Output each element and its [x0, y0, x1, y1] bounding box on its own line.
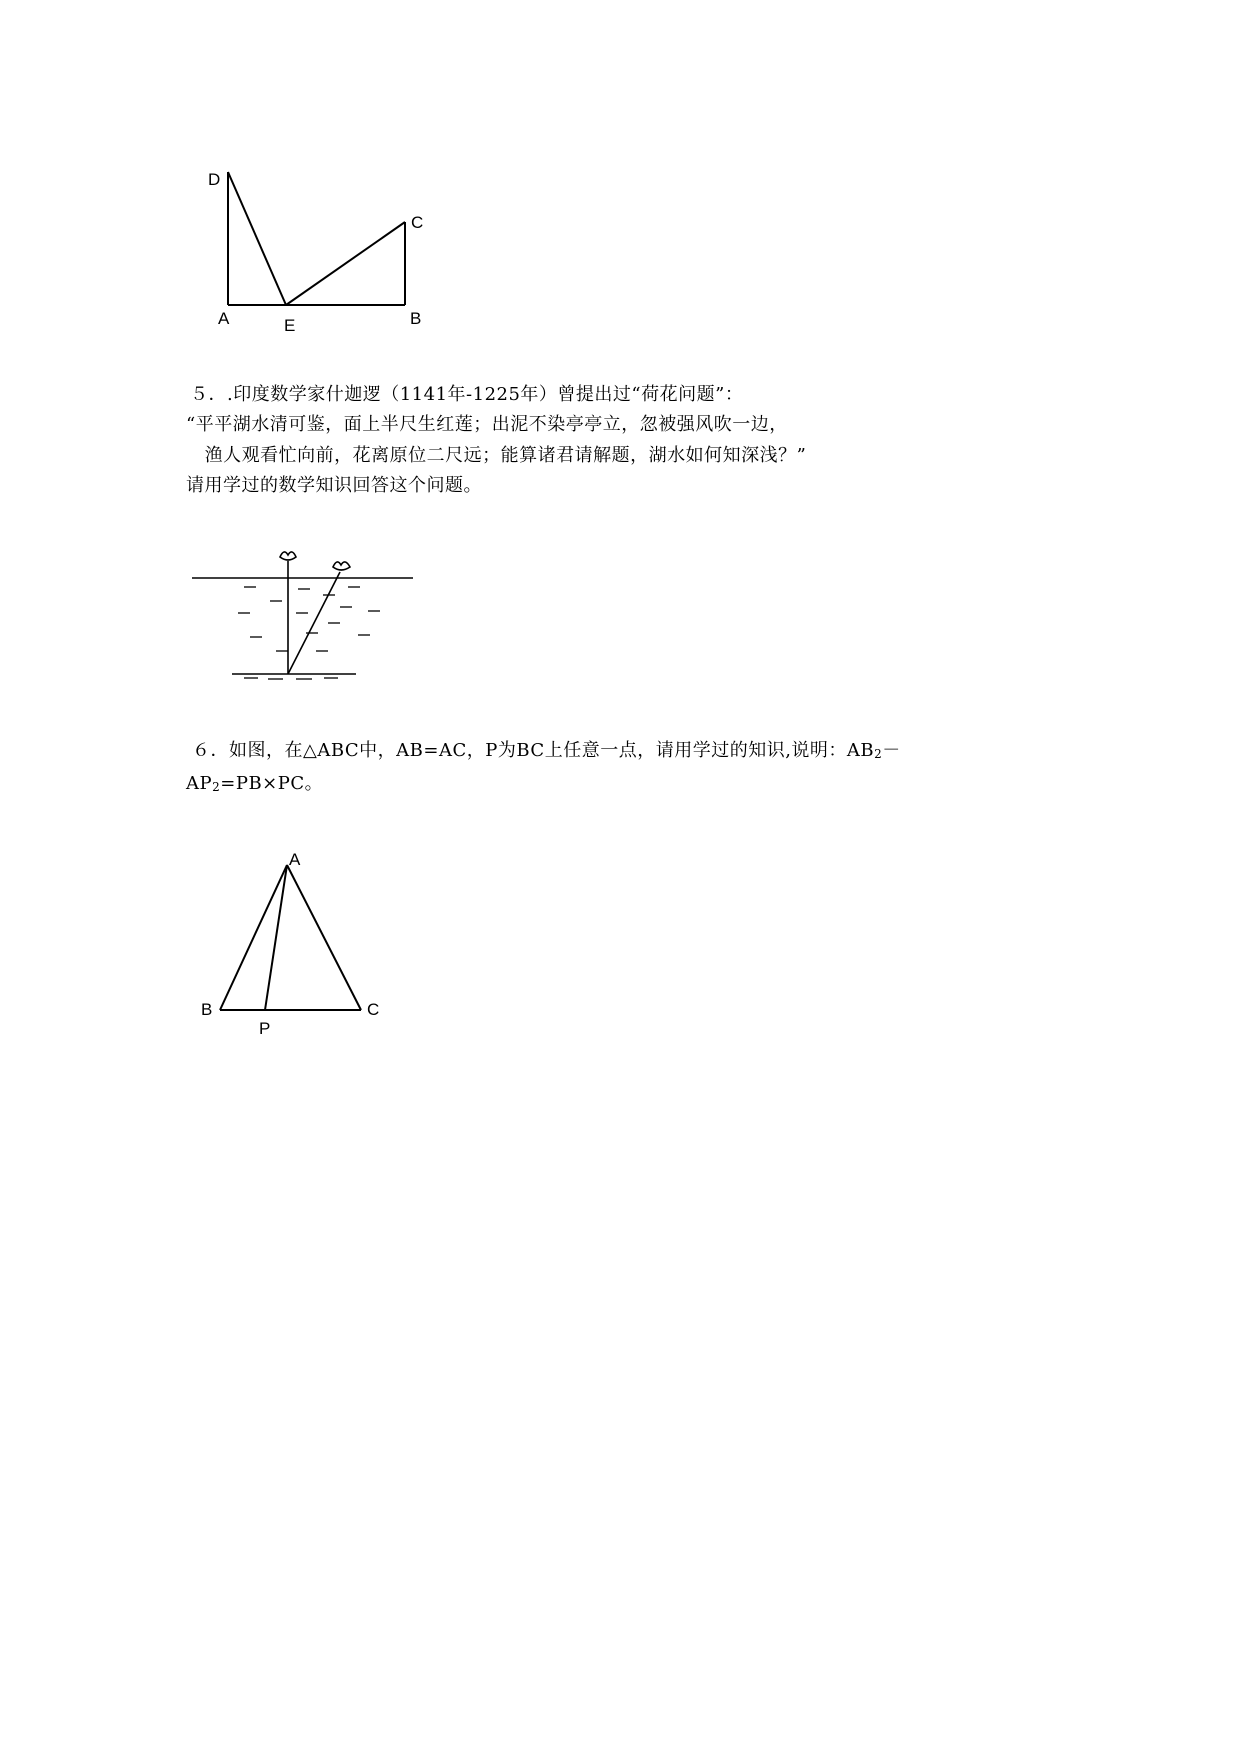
- figure-lotus-diagram: [188, 545, 418, 685]
- label-D: D: [208, 170, 221, 189]
- segment-AC: [287, 865, 361, 1010]
- lotus-flower-bent: [333, 562, 350, 570]
- problem6-text1: ６．如图，在△ABC中，AB=AC，P为BC上任意一点，请用学过的知识,说明：AB: [192, 740, 875, 761]
- label-A: A: [289, 850, 301, 869]
- problem5-line4: 请用学过的数学知识回答这个问题。: [186, 475, 482, 496]
- label-A: A: [218, 309, 230, 328]
- segment-EC: [286, 222, 405, 305]
- problem6-line1: [192, 740, 901, 763]
- label-P: P: [259, 1019, 271, 1038]
- problem6-dash: －: [882, 740, 901, 761]
- label-B: B: [201, 1000, 213, 1019]
- lotus-flower-upright: [280, 552, 296, 560]
- label-E: E: [284, 316, 296, 335]
- figure-triangle-diagram: [195, 845, 395, 1045]
- superscript-2: 2: [874, 747, 883, 761]
- label-C: C: [411, 213, 424, 232]
- superscript-2b: 2: [212, 780, 221, 794]
- problem5-line3: 渔人观看忙向前，花离原位二尺远；能算诸君请解题，湖水如何知深浅？”: [186, 445, 807, 466]
- problem6-text2a: AP: [186, 773, 213, 794]
- problem5-line1: ５．.印度数学家什迦逻（1141年-1225年）曾提出过“荷花问题”：: [190, 384, 744, 405]
- problem5-line2: “平平湖水清可鉴，面上半尺生红莲；出泥不染亭亭立，忽被强风吹一边，: [186, 414, 788, 435]
- label-C: C: [367, 1000, 380, 1019]
- segment-DE: [228, 172, 286, 305]
- problem6-line2: [186, 773, 323, 796]
- problem6-text2b: =PB×PC。: [220, 773, 324, 794]
- figure-ladder-diagram: [190, 160, 450, 340]
- water-dashes: [238, 587, 380, 679]
- label-B: B: [410, 309, 422, 328]
